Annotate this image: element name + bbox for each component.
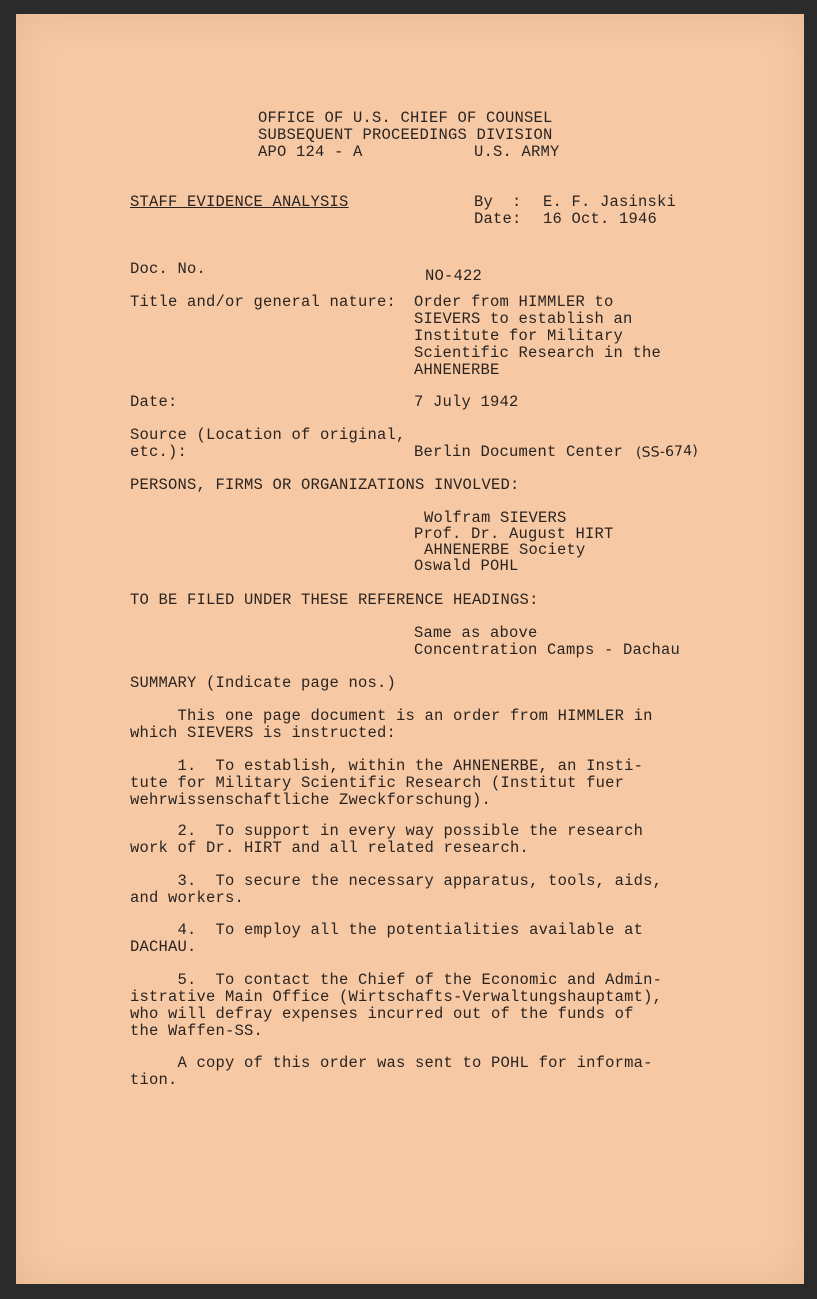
reference-label: TO BE FILED UNDER THESE REFERENCE HEADINGS: — [130, 591, 539, 609]
analysis-date-label: Date: — [474, 210, 522, 228]
person-item: Oswald POHL — [414, 557, 519, 575]
summary-line: A copy of this order was sent to POHL for informa- — [130, 1054, 653, 1072]
title-line: Order from HIMMLER to — [414, 293, 614, 311]
summary-line: and workers. — [130, 889, 245, 907]
persons-label: PERSONS, FIRMS OR ORGANIZATIONS INVOLVED: — [130, 476, 520, 494]
summary-line: the Waffen-SS. — [130, 1022, 264, 1040]
reference-item: Concentration Camps - Dachau — [414, 641, 681, 659]
summary-line: wehrwissenschaftliche Zweckforschung). — [130, 791, 492, 809]
reference-item: Same as above — [414, 624, 538, 642]
source-label: Source (Location of original, — [130, 426, 406, 444]
summary-line: work of Dr. HIRT and all related research. — [130, 839, 530, 857]
doc-date-value: 7 July 1942 — [414, 393, 519, 411]
summary-line: tute for Military Scientific Research (Institut fuer — [130, 774, 625, 792]
by-label: By : — [474, 193, 522, 211]
handwritten-note: (SS-674) — [635, 442, 699, 462]
title-line: Institute for Military — [414, 327, 624, 345]
doc-no-value: NO-422 — [425, 267, 483, 285]
person-item: AHNENERBE Society — [424, 541, 586, 559]
summary-line: DACHAU. — [130, 938, 197, 956]
summary-line: 4. To employ all the potentialities available at — [130, 921, 644, 939]
source-label-cont: etc.): — [130, 443, 188, 461]
analysis-date-value: 16 Oct. 1946 — [543, 210, 658, 228]
summary-line: 2. To support in every way possible the research — [130, 822, 644, 840]
summary-line: who will defray expenses incurred out of the funds of — [130, 1005, 634, 1023]
summary-line: This one page document is an order from HIMMLER in — [130, 707, 653, 725]
header-army: U.S. ARMY — [474, 143, 560, 161]
summary-line: tion. — [130, 1071, 178, 1089]
by-value: E. F. Jasinski — [543, 193, 677, 211]
summary-line: 5. To contact the Chief of the Economic and Admin- — [130, 971, 663, 989]
doc-no-label: Doc. No. — [130, 260, 207, 278]
title-line: AHNENERBE — [414, 361, 500, 379]
header-apo: APO 124 - A — [258, 143, 363, 161]
summary-line: which SIEVERS is instructed: — [130, 724, 397, 742]
summary-line: 1. To establish, within the AHNENERBE, an Insti- — [130, 757, 644, 775]
person-item: Prof. Dr. August HIRT — [414, 525, 614, 543]
person-item: Wolfram SIEVERS — [424, 509, 567, 527]
summary-line: 3. To secure the necessary apparatus, tools, aids, — [130, 872, 663, 890]
header-office: OFFICE OF U.S. CHIEF OF COUNSEL — [258, 109, 553, 127]
header-division: SUBSEQUENT PROCEEDINGS DIVISION — [258, 126, 553, 144]
document-title: STAFF EVIDENCE ANALYSIS — [130, 193, 349, 211]
doc-date-label: Date: — [130, 393, 178, 411]
title-line: SIEVERS to establish an — [414, 310, 633, 328]
title-line: Scientific Research in the — [414, 344, 662, 362]
source-value: Berlin Document Center — [414, 443, 624, 461]
summary-line: istrative Main Office (Wirtschafts-Verwaltungshauptamt), — [130, 988, 663, 1006]
title-label: Title and/or general nature: — [130, 293, 397, 311]
summary-label: SUMMARY (Indicate page nos.) — [130, 674, 397, 692]
